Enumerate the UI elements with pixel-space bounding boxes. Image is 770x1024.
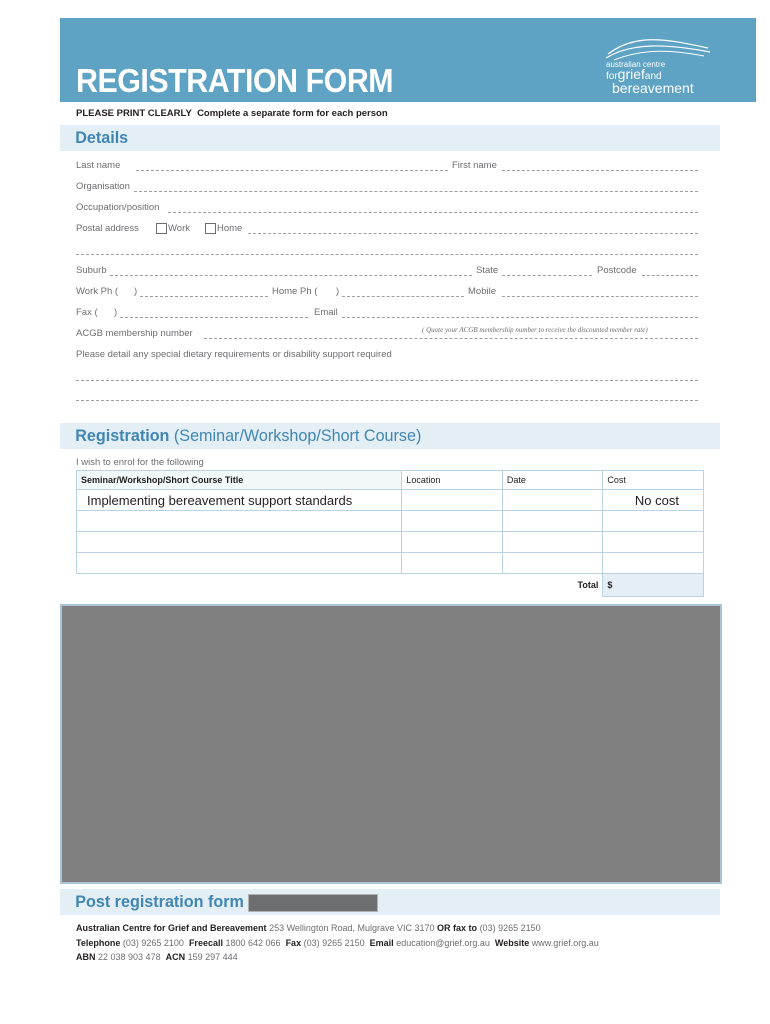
column-header-location: Location <box>402 471 503 490</box>
acgb-membership-field[interactable] <box>204 338 698 339</box>
postal-address-label: Postal address <box>76 223 139 234</box>
suburb-field[interactable] <box>110 275 472 276</box>
work-checkbox-label: Work <box>168 223 190 234</box>
enrol-text: I wish to enrol for the following <box>76 457 204 468</box>
registration-heading: Registration (Seminar/Workshop/Short Course) <box>75 426 422 445</box>
work-phone-paren: ) <box>134 286 138 297</box>
postal-address-field-line2[interactable] <box>76 254 698 255</box>
state-label: State <box>476 265 499 276</box>
fax-paren: ) <box>114 307 118 318</box>
form-title: REGISTRATION FORM <box>76 62 394 99</box>
acgb-logo <box>598 32 718 98</box>
first-name-label: First name <box>452 160 497 171</box>
table-row <box>77 532 704 553</box>
registration-section-header <box>60 423 720 449</box>
table-header-row <box>77 471 704 490</box>
work-phone-label: Work Ph ( <box>76 286 119 297</box>
footer-website-link[interactable]: www.grief.org.au <box>531 938 599 948</box>
mobile-field[interactable] <box>502 296 698 297</box>
date-cell[interactable] <box>502 532 602 553</box>
cost-cell[interactable]: No cost <box>603 490 704 511</box>
column-header-cost: Cost <box>603 471 704 490</box>
last-name-field[interactable] <box>136 170 448 171</box>
email-label: Email <box>314 307 338 318</box>
dietary-label: Please detail any special dietary requirements or disability support required <box>76 349 392 360</box>
total-label: Total <box>577 580 599 590</box>
logo-text-line2: forgriefand <box>606 66 662 82</box>
post-heading: Post registration form <box>75 892 244 911</box>
course-title-cell[interactable] <box>77 511 402 532</box>
home-checkbox-label: Home <box>217 223 243 234</box>
postcode-field[interactable] <box>642 275 698 276</box>
organisation-field[interactable] <box>134 191 698 192</box>
post-section-header <box>60 889 720 915</box>
home-phone-field[interactable] <box>342 296 464 297</box>
dietary-field-line1[interactable] <box>76 380 698 381</box>
home-phone-label: Home Ph ( <box>272 286 318 297</box>
redacted-text-box <box>248 894 378 912</box>
dietary-field-line2[interactable] <box>76 400 698 401</box>
location-cell[interactable] <box>402 553 503 574</box>
total-field[interactable]: $ <box>603 574 704 597</box>
course-table <box>76 470 704 597</box>
cost-cell[interactable] <box>603 553 704 574</box>
cost-cell[interactable] <box>603 511 704 532</box>
course-title-cell[interactable]: Implementing bereavement support standards <box>77 490 402 511</box>
postcode-label: Postcode <box>597 265 637 276</box>
footer-email-link[interactable]: education@grief.org.au <box>396 938 490 948</box>
footer-address-line: Australian Centre for Grief and Bereavement 253 Wellington Road, Mulgrave VIC 3170 OR fax to (03) 9265 2150 <box>76 923 541 933</box>
occupation-label: Occupation/position <box>76 202 160 213</box>
logo-text-line3: bereavement <box>612 80 694 96</box>
logo-text-line1: australian centre <box>606 60 666 69</box>
mobile-label: Mobile <box>468 286 496 297</box>
last-name-label: Last name <box>76 160 121 171</box>
details-section-header <box>60 125 720 151</box>
home-checkbox[interactable] <box>205 223 216 234</box>
acgb-membership-note: ( Quote your ACGB membership number to receive the discounted member rate) <box>422 326 648 334</box>
email-field[interactable] <box>342 317 698 318</box>
acgb-membership-label: ACGB membership number <box>76 328 193 339</box>
date-cell[interactable] <box>502 490 602 511</box>
redacted-payment-block <box>60 604 722 884</box>
table-row <box>77 490 704 511</box>
column-header-date: Date <box>502 471 602 490</box>
location-cell[interactable] <box>402 490 503 511</box>
work-checkbox[interactable] <box>156 223 167 234</box>
date-cell[interactable] <box>502 553 602 574</box>
work-phone-field[interactable] <box>140 296 268 297</box>
date-cell[interactable] <box>502 511 602 532</box>
footer-contact-line: Telephone (03) 9265 2100 Freecall 1800 642 066 Fax (03) 9265 2150 Email education@grief.org.au Website www.grief.org.au <box>76 938 599 948</box>
organisation-label: Organisation <box>76 181 130 192</box>
location-cell[interactable] <box>402 532 503 553</box>
fax-label: Fax ( <box>76 307 98 318</box>
postal-address-field[interactable] <box>248 233 698 234</box>
details-heading: Details <box>75 128 129 147</box>
occupation-field[interactable] <box>168 212 698 213</box>
print-instructions: PLEASE PRINT CLEARLY Complete a separate form for each person <box>76 108 388 119</box>
footer-abn-line: ABN 22 038 903 478 ACN 159 297 444 <box>76 952 238 962</box>
course-title-cell[interactable] <box>77 532 402 553</box>
suburb-label: Suburb <box>76 265 107 276</box>
state-field[interactable] <box>502 275 592 276</box>
cost-cell[interactable] <box>603 532 704 553</box>
table-row <box>77 511 704 532</box>
total-row <box>77 574 704 597</box>
home-phone-paren: ) <box>336 286 340 297</box>
first-name-field[interactable] <box>502 170 698 171</box>
table-row <box>77 553 704 574</box>
fax-field[interactable] <box>120 317 308 318</box>
column-header-title: Seminar/Workshop/Short Course Title <box>77 471 402 490</box>
course-title-cell[interactable] <box>77 553 402 574</box>
location-cell[interactable] <box>402 511 503 532</box>
